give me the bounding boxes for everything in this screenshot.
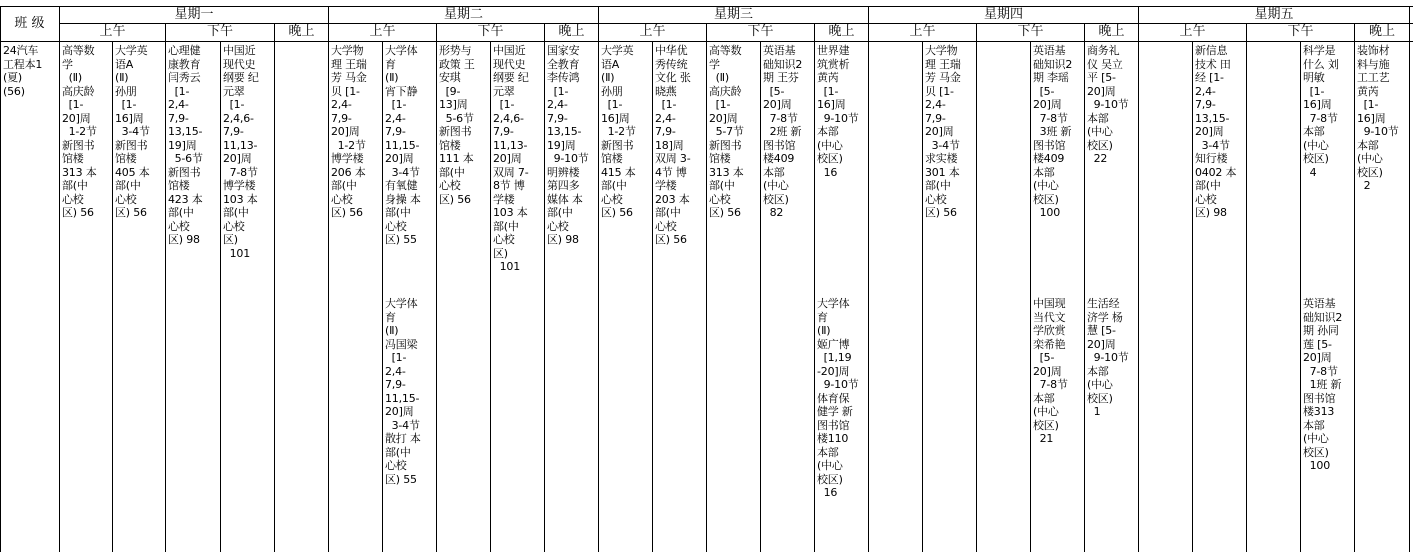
period-header-pm: 下午 xyxy=(1017,24,1044,39)
class-name: 24汽车 工程本1 (夏) (56) xyxy=(3,44,43,98)
period-header-am: 上午 xyxy=(639,24,666,39)
course-tue-pm2: 中国近 现代史 纲要 纪 元翠 [1- 2,4,6- 7,9- 11,13- 20]周 双周 7- 8节 博 学楼 103 本 部(中 心校 区) 101 xyxy=(493,44,529,273)
course-wed-eve1: 世界建 筑赏析 黄芮 [1- 16]周 9-10节 本部 (中心 校区) 16 xyxy=(817,44,859,179)
course-fri-am2: 新信息 技术 田 经 [1- 2,4- 7,9- 13,15- 20]周 3-4节 知行楼 0402 本 部(中 心校 区) 98 xyxy=(1195,44,1237,219)
course-wed-am1: 大学英 语A (Ⅱ) 孙朋 [1- 16]周 1-2节 新图书 馆楼 415 本 部(中 心校 区) 56 xyxy=(601,44,636,219)
grid-line xyxy=(490,41,491,552)
day-header-thu: 星期四 xyxy=(983,7,1023,22)
period-header-am: 上午 xyxy=(909,24,936,39)
class-column-header: 班 级 xyxy=(14,16,45,31)
grid-line xyxy=(59,6,60,552)
grid-line xyxy=(922,41,923,552)
course-wed-pm2: 英语基 础知识2 期 王芬 [5- 20]周 7-8节 2班 新 图书馆 楼409 本部 (中心 校区) 82 xyxy=(763,44,803,219)
course-thu-eve1: 商务礼 仪 吴立 平 [5- 20]周 9-10节 本部 (中心 校区) 22 xyxy=(1087,44,1129,165)
grid-line xyxy=(544,23,545,552)
course-tue-pm1: 形势与 政策 王 安琪 [9- 13]周 5-6节 新图书 馆楼 111 本 部(中 心校 区) 56 xyxy=(439,44,475,206)
period-header-pm: 下午 xyxy=(206,24,233,39)
course-tue-am2a: 大学体 育 (Ⅱ) 宵下静 [1- 2,4- 7,9- 11,15- 20]周 3-4节 有氧健 身操 本 部(中 心校 区) 55 xyxy=(385,44,421,246)
grid-line xyxy=(1246,23,1247,552)
day-header-fri: 星期五 xyxy=(1254,7,1294,22)
day-header-mon: 星期一 xyxy=(174,7,214,22)
course-wed-pm1: 高等数 学 (Ⅱ) 高庆龄 [1- 20]周 5-7节 新图书 馆楼 313 本 部(中 心校 区) 56 xyxy=(709,44,744,219)
course-mon-pm1: 心理健 康教育 闫秀云 [1- 2,4- 7,9- 13,15- 19]周 5-6节 新图书 馆楼 423 本 部(中 心校 区) 98 xyxy=(168,44,203,246)
day-header-wed: 星期三 xyxy=(713,7,753,22)
course-thu-am2: 大学物 理 王瑞 芳 马金 贝 [1- 2,4- 7,9- 20]周 3-4节 求实楼 301 本 部(中 心校 区) 56 xyxy=(925,44,961,219)
course-mon-am2: 大学英 语A (Ⅱ) 孙朋 [1- 16]周 3-4节 新图书 馆楼 405 本 部(中 心校 区) 56 xyxy=(115,44,150,219)
grid-line xyxy=(1354,23,1355,552)
grid-line xyxy=(760,41,761,552)
course-thu-eve2: 生活经 济学 杨 慧 [5- 20]周 9-10节 本部 (中心 校区) 1 xyxy=(1087,297,1129,418)
grid-line xyxy=(328,6,329,552)
grid-line xyxy=(274,23,275,552)
course-thu-pm2b: 中国现 当代文 学欣赏 栾希艳 [5- 20]周 7-8节 本部 (中心 校区) 21 xyxy=(1033,297,1068,445)
grid-line xyxy=(112,41,113,552)
grid-line xyxy=(220,41,221,552)
grid-line xyxy=(652,41,653,552)
course-mon-pm2: 中国近 现代史 纲要 纪 元翠 [1- 2,4,6- 7,9- 11,13- 20]周 7-8节 博学楼 103 本 部(中 心校 区) 101 xyxy=(223,44,259,260)
grid-line xyxy=(1030,41,1031,552)
period-header-pm: 下午 xyxy=(747,24,774,39)
period-header-pm: 下午 xyxy=(1287,24,1314,39)
period-header-eve: 晚上 xyxy=(558,24,585,39)
day-header-tue: 星期二 xyxy=(443,7,483,22)
period-header-eve: 晚上 xyxy=(1368,24,1395,39)
grid-line xyxy=(1300,41,1301,552)
grid-line xyxy=(1138,6,1139,552)
grid-line xyxy=(165,23,166,552)
grid-line xyxy=(706,23,707,552)
course-tue-am2b: 大学体 育 (Ⅱ) 冯国梁 [1- 2,4- 7,9- 11,15- 20]周 3-4节 散打 本 部(中 心校 区) 55 xyxy=(385,297,421,486)
period-header-am: 上午 xyxy=(99,24,126,39)
grid-line xyxy=(1192,41,1193,552)
course-fri-pm2b: 英语基 础知识2 期 孙同 莲 [5- 20]周 7-8节 1班 新 图书馆 楼313 本部 (中心 校区) 100 xyxy=(1303,297,1343,472)
period-header-eve: 晚上 xyxy=(1098,24,1125,39)
grid-line xyxy=(976,23,977,552)
grid-line xyxy=(1084,23,1085,552)
course-tue-eve: 国家安 全教育 李传鸿 [1- 2,4- 7,9- 13,15- 19]周 9-10节 明辨楼 第四多 媒体 本 部(中 心校 区) 98 xyxy=(547,44,589,246)
period-header-am: 上午 xyxy=(369,24,396,39)
course-wed-am2: 中华优 秀传统 文化 张 晓燕 [1- 2,4- 7,9- 18]周 双周 3- 4节 博 学楼 203 本 部(中 心校 区) 56 xyxy=(655,44,691,246)
period-header-eve: 晚上 xyxy=(288,24,315,39)
grid-line xyxy=(868,6,869,552)
course-thu-pm2a: 英语基 础知识2 期 李瑶 [5- 20]周 7-8节 3班 新 图书馆 楼409 本部 (中心 校区) 100 xyxy=(1033,44,1073,219)
period-header-am: 上午 xyxy=(1179,24,1206,39)
period-header-eve: 晚上 xyxy=(828,24,855,39)
course-fri-eve: 装饰材 料与施 工工艺 黄芮 [1- 16]周 9-10节 本部 (中心 校区) 2 xyxy=(1357,44,1399,192)
course-mon-am1: 高等数 学 (Ⅱ) 高庆龄 [1- 20]周 1-2节 新图书 馆楼 313 本 部(中 心校 区) 56 xyxy=(62,44,97,219)
grid-line xyxy=(0,6,1,552)
course-wed-eve2: 大学体 育 (Ⅱ) 姬广博 [1,19 -20]周 9-10节 体育保 健学 新 图书馆 楼110 本部 (中心 校区) 16 xyxy=(817,297,859,499)
grid-line xyxy=(382,41,383,552)
course-tue-am1: 大学物 理 王瑞 芳 马金 贝 [1- 2,4- 7,9- 20]周 1-2节 博学楼 206 本 部(中 心校 区) 56 xyxy=(331,44,367,219)
grid-line xyxy=(598,6,599,552)
grid-line xyxy=(814,23,815,552)
period-header-pm: 下午 xyxy=(477,24,504,39)
grid-line xyxy=(436,23,437,552)
course-fri-pm2a: 科学是 什么 刘 明敏 [1- 16]周 7-8节 本部 (中心 校区) 4 xyxy=(1303,44,1339,179)
grid-line xyxy=(1409,6,1410,552)
